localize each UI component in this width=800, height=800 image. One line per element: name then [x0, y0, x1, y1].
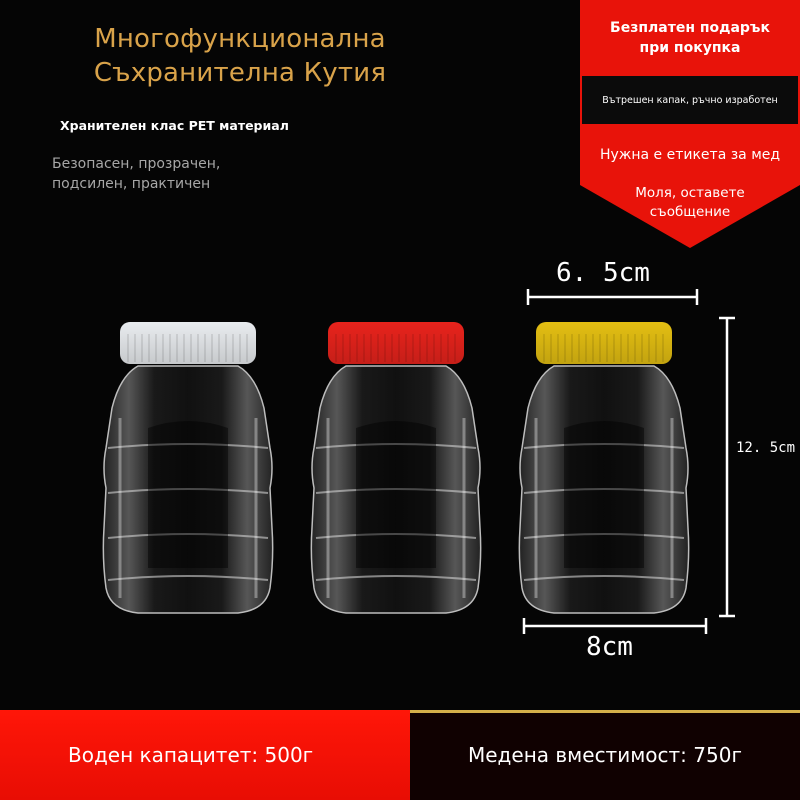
leave-message-line2: съобщение [649, 204, 731, 220]
promo-gift-line2: при покупка [639, 40, 741, 56]
product-title-line1: Многофункционална [94, 24, 386, 54]
honey-capacity-bar [410, 710, 800, 800]
inner-lid-box: Вътрешен капак, ръчно изработен [582, 76, 798, 124]
features-line1: Безопасен, прозрачен, [52, 156, 221, 172]
body-width-label: 8cm [586, 632, 633, 662]
leave-message-line1: Моля, оставете [635, 185, 745, 201]
height-label: 12. 5cm [736, 440, 796, 456]
material-text: Хранителен клас PET материал [60, 118, 289, 133]
honey-bar-accent [410, 710, 800, 713]
label-needed-text: Нужна е етикета за мед [599, 147, 781, 163]
honey-capacity-text: Медена вместимост: 750г [468, 743, 742, 767]
product-title-line2: Съхранителна Кутия [93, 58, 387, 88]
promo-gift-line1: Безплатен подарък [610, 20, 770, 36]
lid-width-label: 6. 5cm [556, 258, 650, 288]
water-capacity-text: Воден капацитет: 500г [68, 743, 314, 767]
water-capacity-bar [0, 710, 410, 800]
features-line2: подсилен, практичен [52, 176, 211, 192]
